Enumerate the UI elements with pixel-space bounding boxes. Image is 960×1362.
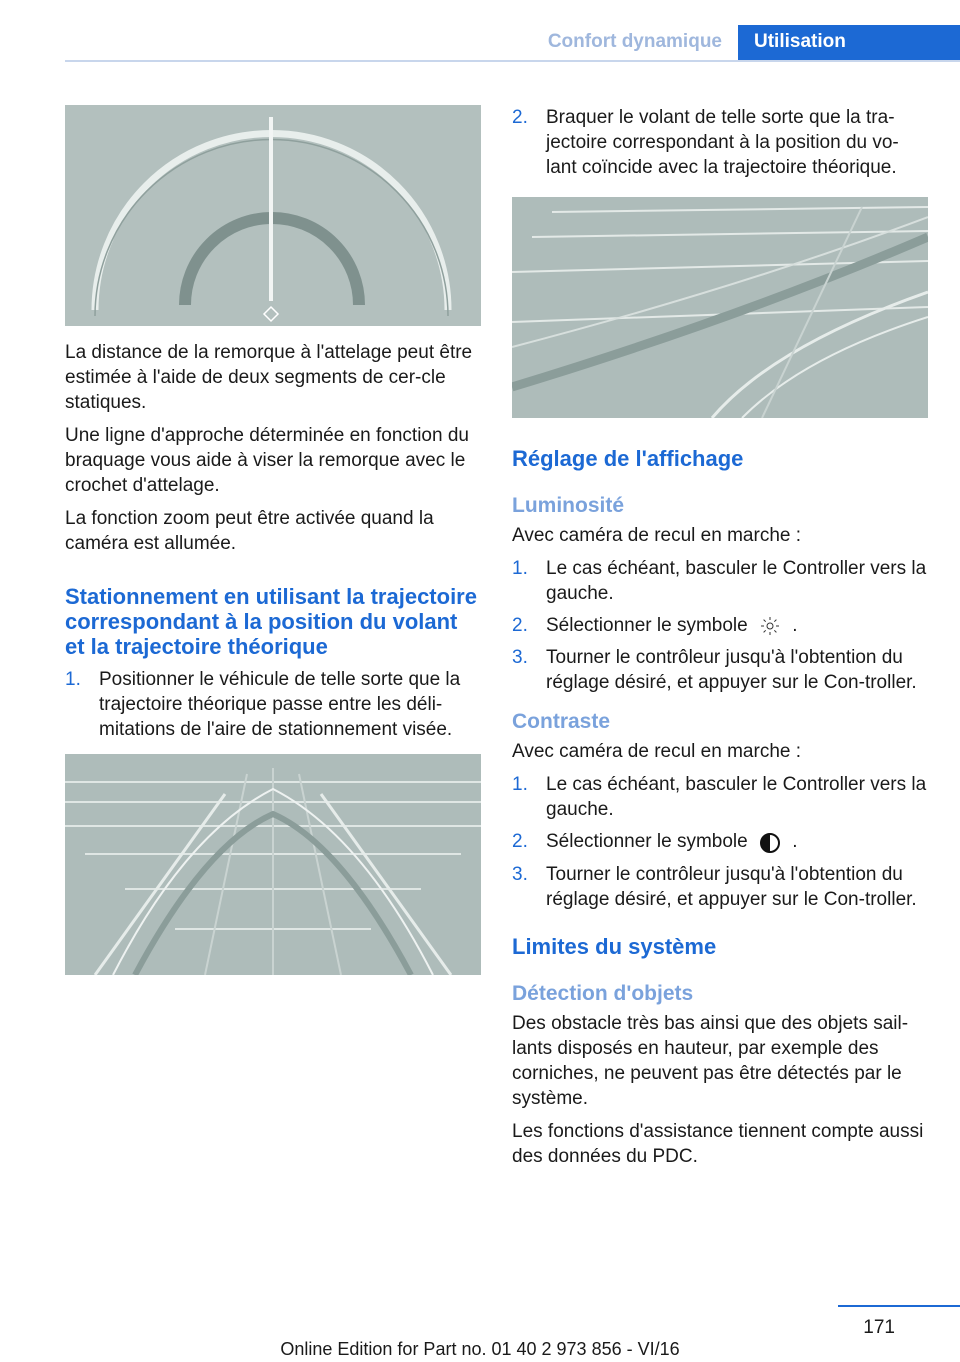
subtitle-brightness: Luminosité <box>512 494 625 517</box>
detection-paragraph-2: Les fonctions d'assistance tiennent compte aussi des données du PDC. <box>512 1120 924 1167</box>
paragraph-zoom: La fonction zoom peut être activée quand la caméra est allumée. <box>65 508 434 554</box>
list-item <box>512 772 928 822</box>
step-text-before: Sélectionner le symbole <box>546 831 748 853</box>
step-text-after: . <box>792 831 798 853</box>
step-text-after: . <box>792 615 798 636</box>
steps-right <box>512 105 928 180</box>
step-number: 1. <box>65 669 81 690</box>
steps-left <box>65 667 481 742</box>
footer-edition: Online Edition for Part no. 01 40 2 973 856 - VI/16 <box>280 1339 680 1359</box>
section-title-parking: Stationnement en utilisant la trajectoire correspondant à la position du volant et la trajectoire théorique <box>65 584 477 659</box>
contrast-half-circle-icon <box>753 830 787 855</box>
right-column <box>512 105 928 1177</box>
step-number: 3. <box>512 863 528 885</box>
subtitle-detection: Détection d'objets <box>512 981 694 1005</box>
list-item <box>512 862 928 912</box>
detection-paragraph-1: Des obstacle très bas ainsi que des objets sail-lants disposés en hauteur, par exemple des corniches, ne peuvent pas être détectés par le système. <box>512 1012 909 1109</box>
list-item <box>512 645 928 695</box>
step-text: Tourner le contrôleur jusqu'à l'obtention du réglage désiré, et appuyer sur le Con-troller. <box>546 863 917 910</box>
subtitle-contrast: Contraste <box>512 710 611 734</box>
contrast-intro: Avec caméra de recul en marche : <box>512 741 802 763</box>
step-text: Le cas échéant, basculer le Controller vers la gauche. <box>546 558 927 604</box>
step-number: 2. <box>512 831 528 853</box>
step-text: Le cas échéant, basculer le Controller vers la gauche. <box>546 774 927 821</box>
brightness-intro: Avec caméra de recul en marche : <box>512 525 802 546</box>
list-item <box>512 829 928 854</box>
header-active-tab: Utilisation <box>738 25 960 61</box>
header-tabs <box>532 25 960 61</box>
list-item <box>512 556 928 606</box>
sun-brightness-icon <box>753 613 787 638</box>
steps-contrast <box>512 772 928 911</box>
header-section-label: Confort dynamique <box>532 25 738 61</box>
step-text: Tourner le contrôleur jusqu'à l'obtention du réglage désiré, et appuyer sur le Con-troller. <box>546 647 917 694</box>
step-number: 1. <box>512 774 528 796</box>
list-item <box>65 667 481 742</box>
figure-parking-lines <box>65 754 481 975</box>
step-number: 2. <box>512 615 528 636</box>
steps-brightness <box>512 556 928 695</box>
figure-trajectory-match <box>512 197 928 418</box>
step-number: 3. <box>512 647 528 669</box>
step-text <box>546 613 928 638</box>
section-title-display: Réglage de l'affichage <box>512 446 744 471</box>
list-item <box>512 613 928 638</box>
figure-trailer-arcs <box>65 105 481 326</box>
step-number: 1. <box>512 558 528 579</box>
step-number: 2. <box>512 107 528 128</box>
page-number: 171 <box>863 1317 895 1338</box>
step-text: Braquer le volant de telle sorte que la tra-jectoire correspondant à la position du vo-lant coïncide avec la trajectoire théorique. <box>546 107 899 178</box>
list-item <box>512 105 928 180</box>
paragraph-distance: La distance de la remorque à l'attelage peut être estimée à l'aide de deux segments de cer-cle statiques. <box>65 342 473 413</box>
step-text-before: Sélectionner le symbole <box>546 615 748 636</box>
section-title-limits: Limites du système <box>512 933 717 959</box>
step-text: Positionner le véhicule de telle sorte que la trajectoire théorique passe entre les déli-mitations de l'aire de stationnement visée. <box>99 669 461 740</box>
header-rule <box>65 60 960 62</box>
footer-rule <box>838 1305 960 1307</box>
paragraph-approach-line: Une ligne d'approche déterminée en fonction du braquage vous aide à viser la remorque avec le crochet d'attelage. <box>65 425 469 496</box>
step-text <box>546 829 928 854</box>
left-column <box>65 105 481 975</box>
